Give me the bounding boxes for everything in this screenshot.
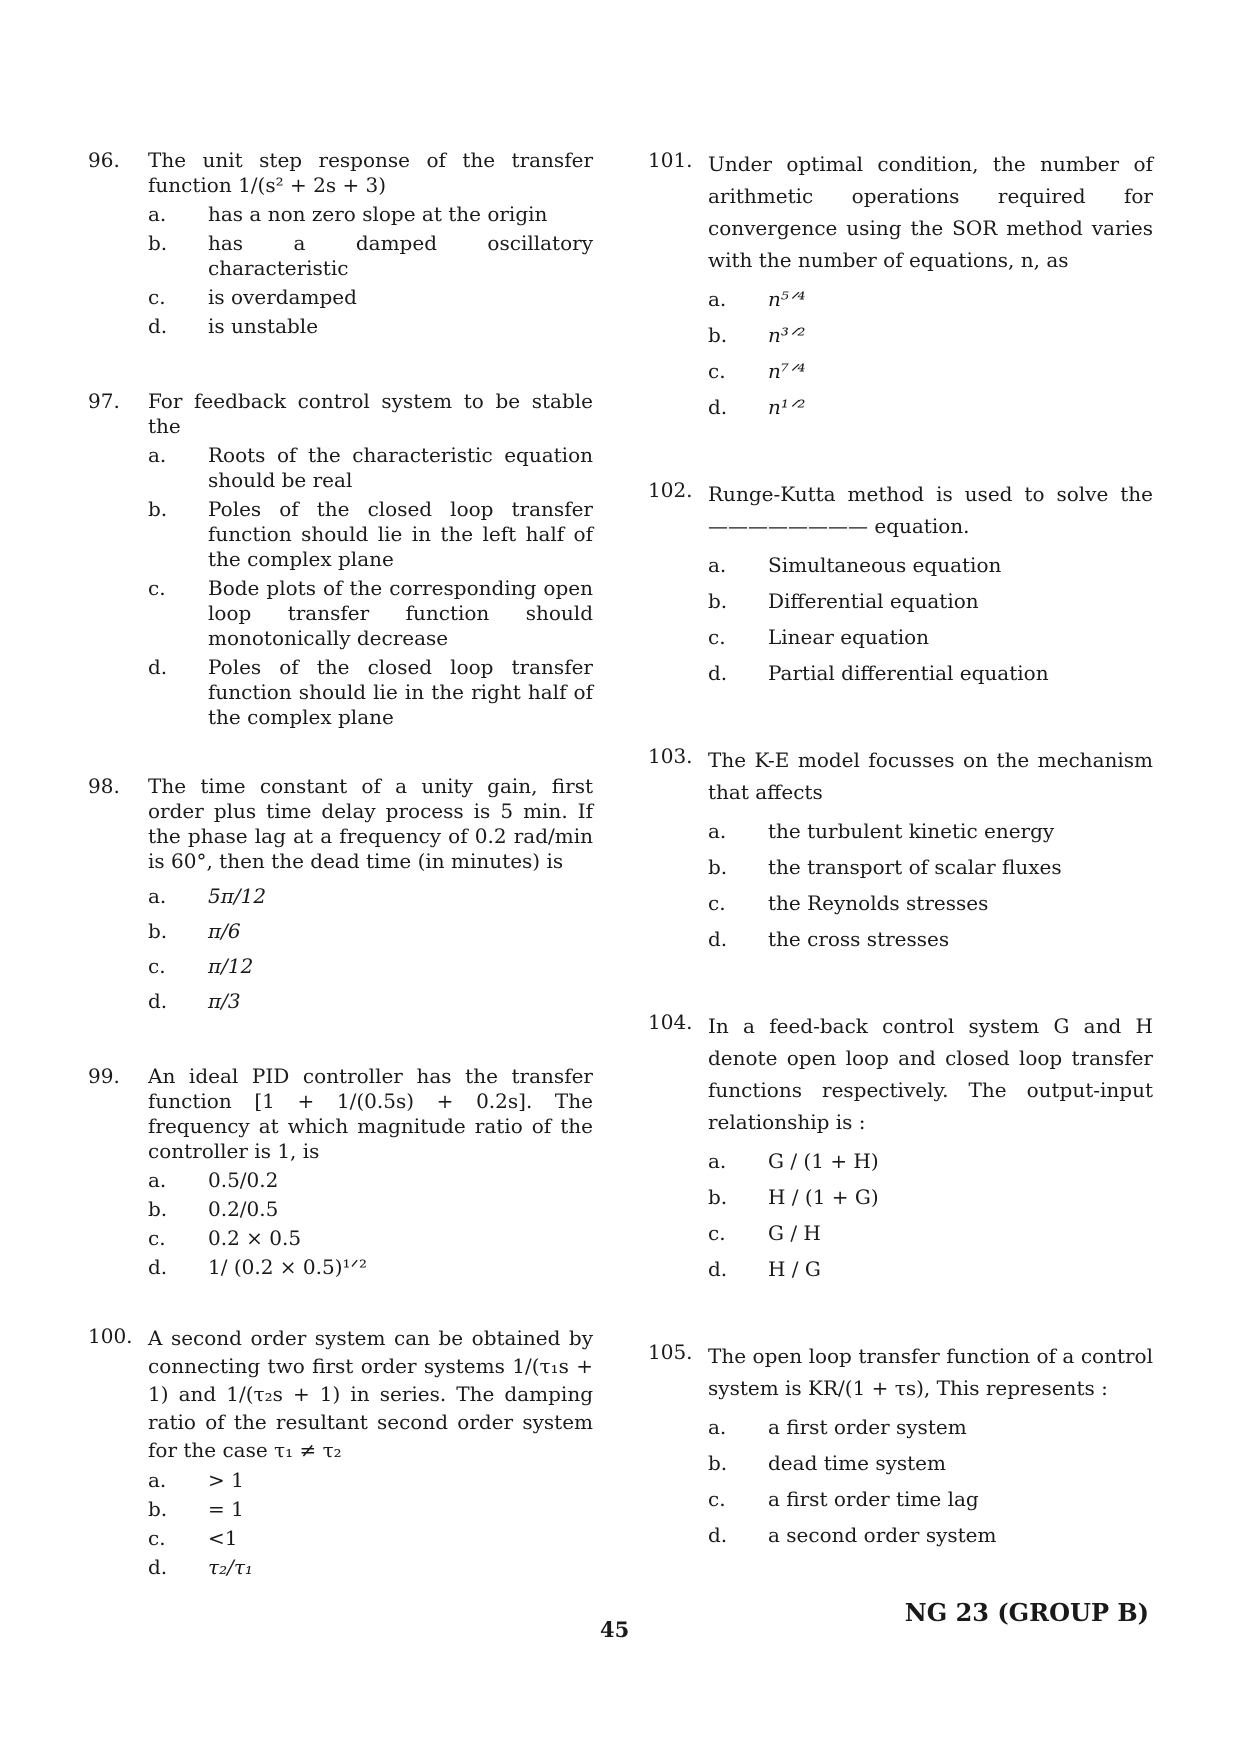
page-number: 45 xyxy=(600,1617,630,1642)
question-number: 105. xyxy=(648,1340,693,1364)
option-a: a. a first order system xyxy=(708,1415,967,1439)
paper-code: NG 23 (GROUP B) xyxy=(904,1598,1149,1627)
question-number: 100. xyxy=(88,1324,133,1348)
question-stem: Runge-Kutta method is used to solve the ———————— equation. xyxy=(708,482,1153,538)
option-c: c. a first order time lag xyxy=(708,1487,979,1511)
option-a: a. Simultaneous equation xyxy=(708,553,1002,577)
question-stem: The open loop transfer function of a control system is KR/(1 + τs), This represents : xyxy=(708,1344,1153,1400)
option-b: b. dead time system xyxy=(708,1451,946,1475)
option-b: b. Differential equation xyxy=(708,589,979,613)
question-stem: In a feed-back control system G and H denote open loop and closed loop transfer functions respectively. The output-input relationship is : xyxy=(708,1014,1153,1134)
question-number: 96. xyxy=(88,148,120,172)
right-column xyxy=(648,148,1153,1558)
question-101 xyxy=(648,148,1153,420)
option-d: d. the cross stresses xyxy=(708,927,950,951)
question-104 xyxy=(648,1010,1153,1282)
question-105 xyxy=(648,1340,1153,1548)
question-number: 97. xyxy=(88,389,120,413)
question-stem: The unit step response of the transfer function 1/(s² + 2s + 3) xyxy=(148,148,593,197)
option-c: c. 0.2 × 0.5 xyxy=(148,1226,302,1250)
question-number: 99. xyxy=(88,1064,120,1088)
option-b: b. = 1 xyxy=(148,1497,244,1521)
option-c: c. is overdamped xyxy=(148,285,357,309)
question-103 xyxy=(648,744,1153,952)
option-d: d. is unstable xyxy=(148,314,319,338)
option-b: b. the transport of scalar fluxes xyxy=(708,855,1062,879)
question-97 xyxy=(88,389,593,730)
question-stem: Under optimal condition, the number of arithmetic operations required for convergence using the SOR method varies with the number of equations, n, as xyxy=(708,152,1153,272)
option-a: a. the turbulent kinetic energy xyxy=(708,819,1055,843)
option-c: c. G / H xyxy=(708,1221,821,1245)
option-d: d. Partial differential equation xyxy=(708,661,1049,685)
option-b: b. Poles of the closed loop transfer function should lie in the left half of the complex plane xyxy=(148,497,593,571)
option-c: c. Bode plots of the corresponding open loop transfer function should monotonically decrease xyxy=(148,576,593,650)
option-c: c. the Reynolds stresses xyxy=(708,891,989,915)
option-d: d. 1/ (0.2 × 0.5)¹ᐟ² xyxy=(148,1255,368,1279)
option-d: d. a second order system xyxy=(708,1523,997,1547)
left-column xyxy=(88,148,593,1584)
option-b: b. π/6 xyxy=(148,919,241,943)
question-number: 98. xyxy=(88,774,120,798)
option-a: a. 0.5/0.2 xyxy=(148,1168,279,1192)
option-d: d. τ₂/τ₁ xyxy=(148,1555,253,1579)
option-c: c. n⁷ᐟ⁴ xyxy=(708,359,806,383)
question-number: 102. xyxy=(648,478,693,502)
question-102 xyxy=(648,478,1153,686)
option-b: b. H / (1 + G) xyxy=(708,1185,879,1209)
question-stem: The time constant of a unity gain, first order plus time delay process is 5 min. If the phase lag at a frequency of 0.2 rad/min is 60°, then the dead time (in minutes) is xyxy=(148,774,593,873)
option-b: b. has a damped oscillatory characteristic xyxy=(148,231,593,280)
question-stem: A second order system can be obtained by connecting two first order systems 1/(τ₁s + 1) and 1/(τ₂s + 1) in series. The damping ratio of the resultant second order system for the case τ₁ ≠ τ₂ xyxy=(148,1326,593,1462)
option-b: b. 0.2/0.5 xyxy=(148,1197,279,1221)
option-c: c. π/12 xyxy=(148,954,254,978)
option-a: a. > 1 xyxy=(148,1468,244,1492)
question-stem: The K-E model focusses on the mechanism that affects xyxy=(708,748,1153,804)
option-a: a. has a non zero slope at the origin xyxy=(148,202,548,226)
question-98 xyxy=(88,774,593,1014)
question-number: 104. xyxy=(648,1010,693,1034)
option-a: a. 5π/12 xyxy=(148,884,267,908)
option-b: b. n³ᐟ² xyxy=(708,323,806,347)
option-d: d. Poles of the closed loop transfer function should lie in the right half of the complex plane xyxy=(148,655,593,729)
option-a: a. Roots of the characteristic equation should be real xyxy=(148,443,593,492)
question-number: 103. xyxy=(648,744,693,768)
question-100 xyxy=(88,1324,593,1580)
option-d: d. n¹ᐟ² xyxy=(708,395,806,419)
option-a: a. G / (1 + H) xyxy=(708,1149,879,1173)
question-96 xyxy=(88,148,593,339)
question-stem: For feedback control system to be stable the xyxy=(148,389,593,438)
question-99 xyxy=(88,1064,593,1280)
option-a: a. n⁵ᐟ⁴ xyxy=(708,287,806,311)
option-c: c. Linear equation xyxy=(708,625,930,649)
option-c: c. <1 xyxy=(148,1526,238,1550)
option-d: d. H / G xyxy=(708,1257,821,1281)
question-stem: An ideal PID controller has the transfer function [1 + 1/(0.5s) + 0.2s]. The frequency at which magnitude ratio of the controller is 1, is xyxy=(148,1064,593,1163)
question-number: 101. xyxy=(648,148,693,172)
option-d: d. π/3 xyxy=(148,989,241,1013)
